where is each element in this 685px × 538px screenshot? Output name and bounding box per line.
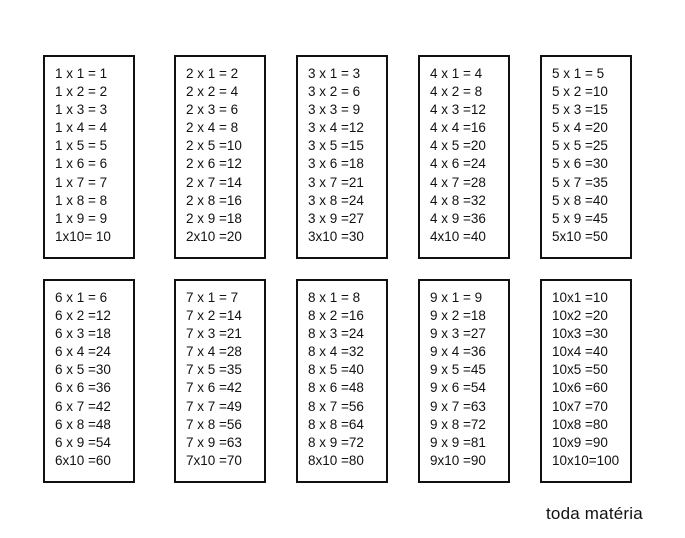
table-row: 2 x 3 = 6 xyxy=(186,102,239,118)
table-row: 3 x 6 =18 xyxy=(308,156,364,172)
table-row: 4 x 4 =16 xyxy=(430,120,486,136)
multiplication-table-2 xyxy=(174,55,266,259)
table-row: 2 x 9 =18 xyxy=(186,210,242,226)
table-row: 6 x 7 =42 xyxy=(55,398,111,414)
table-row: 4 x 3 =12 xyxy=(430,102,486,118)
table-row: 5 x 7 =35 xyxy=(552,174,608,190)
table-row: 5 x 1 = 5 xyxy=(552,66,605,81)
table-row: 1 x 2 = 2 xyxy=(55,84,108,100)
table-row: 9 x 2 =18 xyxy=(430,308,486,324)
table-row: 1 x 8 = 8 xyxy=(55,192,108,208)
table-row: 2 x 6 =12 xyxy=(186,156,242,172)
table-row: 3 x 2 = 6 xyxy=(308,84,361,100)
table-row: 4 x 8 =32 xyxy=(430,192,486,208)
table-row: 3 x 8 =24 xyxy=(308,192,364,208)
table-row: 10x8 =80 xyxy=(552,416,608,432)
table-row: 10x6 =60 xyxy=(552,380,608,396)
table-row: 7x10 =70 xyxy=(186,452,242,468)
table-row: 6 x 5 =30 xyxy=(55,362,111,378)
table-row: 8 x 2 =16 xyxy=(308,308,364,324)
table-row: 3 x 9 =27 xyxy=(308,210,364,226)
table-rows xyxy=(186,289,242,470)
table-row: 1 x 5 = 5 xyxy=(55,138,108,154)
table-row: 7 x 9 =63 xyxy=(186,434,242,450)
table-row: 4 x 5 =20 xyxy=(430,138,486,154)
table-row: 7 x 6 =42 xyxy=(186,380,242,396)
table-row: 1x10= 10 xyxy=(55,228,111,244)
table-row: 6x10 =60 xyxy=(55,452,111,468)
table-row: 10x2 =20 xyxy=(552,308,608,324)
multiplication-table-3 xyxy=(296,55,388,259)
table-rows xyxy=(308,289,364,470)
table-row: 7 x 5 =35 xyxy=(186,362,242,378)
table-row: 5 x 9 =45 xyxy=(552,210,608,226)
table-row: 2 x 5 =10 xyxy=(186,138,242,154)
table-row: 9 x 3 =27 xyxy=(430,326,486,342)
table-row: 8 x 4 =32 xyxy=(308,344,364,360)
table-row: 1 x 7 = 7 xyxy=(55,174,108,190)
multiplication-table-8 xyxy=(296,279,388,483)
table-rows xyxy=(186,65,242,246)
table-rows xyxy=(430,65,486,246)
brand-logo-text: toda matéria xyxy=(546,504,643,523)
table-row: 2 x 7 =14 xyxy=(186,174,242,190)
table-row: 3 x 5 =15 xyxy=(308,138,364,154)
multiplication-table-9 xyxy=(418,279,510,483)
table-row: 5 x 3 =15 xyxy=(552,102,608,118)
table-row: 8 x 9 =72 xyxy=(308,434,364,450)
table-row: 2 x 1 = 2 xyxy=(186,66,239,81)
table-row: 1 x 9 = 9 xyxy=(55,210,108,226)
table-row: 4 x 6 =24 xyxy=(430,156,486,172)
table-row: 10x3 =30 xyxy=(552,326,608,342)
table-row: 1 x 3 = 3 xyxy=(55,102,108,118)
table-rows xyxy=(552,65,608,246)
table-row: 4 x 9 =36 xyxy=(430,210,486,226)
multiplication-table-4 xyxy=(418,55,510,259)
table-row: 9 x 4 =36 xyxy=(430,344,486,360)
table-row: 9 x 5 =45 xyxy=(430,362,486,378)
table-row: 6 x 6 =36 xyxy=(55,380,111,396)
table-row: 3 x 1 = 3 xyxy=(308,66,361,81)
table-row: 5 x 2 =10 xyxy=(552,84,608,100)
multiplication-table-10 xyxy=(540,279,632,483)
table-row: 7 x 8 =56 xyxy=(186,416,242,432)
table-row: 4 x 2 = 8 xyxy=(430,84,483,100)
table-row: 7 x 7 =49 xyxy=(186,398,242,414)
table-row: 7 x 3 =21 xyxy=(186,326,242,342)
multiplication-table-5 xyxy=(540,55,632,259)
multiplication-table-6 xyxy=(43,279,135,483)
table-row: 2 x 4 = 8 xyxy=(186,120,239,136)
table-row: 7 x 4 =28 xyxy=(186,344,242,360)
table-rows xyxy=(308,65,364,246)
table-row: 5 x 4 =20 xyxy=(552,120,608,136)
table-row: 8x10 =80 xyxy=(308,452,364,468)
table-row: 4 x 7 =28 xyxy=(430,174,486,190)
table-rows xyxy=(552,289,619,470)
table-row: 8 x 6 =48 xyxy=(308,380,364,396)
table-row: 6 x 8 =48 xyxy=(55,416,111,432)
table-row: 6 x 3 =18 xyxy=(55,326,111,342)
table-row: 4 x 1 = 4 xyxy=(430,66,483,81)
table-rows xyxy=(430,289,486,470)
table-row: 10x4 =40 xyxy=(552,344,608,360)
table-row: 5 x 5 =25 xyxy=(552,138,608,154)
table-row: 6 x 2 =12 xyxy=(55,308,111,324)
table-row: 6 x 1 = 6 xyxy=(55,290,108,305)
table-row: 1 x 1 = 1 xyxy=(55,66,108,81)
table-row: 1 x 6 = 6 xyxy=(55,156,108,172)
table-rows xyxy=(55,289,111,470)
table-row: 6 x 9 =54 xyxy=(55,434,111,450)
multiplication-table-7 xyxy=(174,279,266,483)
table-row: 6 x 4 =24 xyxy=(55,344,111,360)
table-row: 9x10 =90 xyxy=(430,452,486,468)
table-row: 2x10 =20 xyxy=(186,228,242,244)
table-row: 3x10 =30 xyxy=(308,228,364,244)
table-row: 5 x 8 =40 xyxy=(552,192,608,208)
table-row: 8 x 3 =24 xyxy=(308,326,364,342)
table-row: 9 x 1 = 9 xyxy=(430,290,483,305)
table-row: 3 x 4 =12 xyxy=(308,120,364,136)
table-row: 1 x 4 = 4 xyxy=(55,120,108,136)
table-row: 2 x 2 = 4 xyxy=(186,84,239,100)
table-row: 9 x 6 =54 xyxy=(430,380,486,396)
table-row: 8 x 7 =56 xyxy=(308,398,364,414)
table-row: 9 x 7 =63 xyxy=(430,398,486,414)
table-row: 9 x 9 =81 xyxy=(430,434,486,450)
table-row: 3 x 3 = 9 xyxy=(308,102,361,118)
table-row: 10x5 =50 xyxy=(552,362,608,378)
table-row: 10x1 =10 xyxy=(552,290,608,305)
table-row: 10x7 =70 xyxy=(552,398,608,414)
table-row: 3 x 7 =21 xyxy=(308,174,364,190)
table-rows xyxy=(55,65,111,246)
table-row: 2 x 8 =16 xyxy=(186,192,242,208)
table-row: 8 x 1 = 8 xyxy=(308,290,361,305)
table-row: 10x9 =90 xyxy=(552,434,608,450)
table-row: 4x10 =40 xyxy=(430,228,486,244)
multiplication-table-1 xyxy=(43,55,135,259)
table-row: 5x10 =50 xyxy=(552,228,608,244)
table-row: 5 x 6 =30 xyxy=(552,156,608,172)
table-row: 7 x 2 =14 xyxy=(186,308,242,324)
table-row: 9 x 8 =72 xyxy=(430,416,486,432)
table-row: 10x10=100 xyxy=(552,452,620,468)
table-row: 7 x 1 = 7 xyxy=(186,290,239,305)
table-row: 8 x 5 =40 xyxy=(308,362,364,378)
table-row: 8 x 8 =64 xyxy=(308,416,364,432)
